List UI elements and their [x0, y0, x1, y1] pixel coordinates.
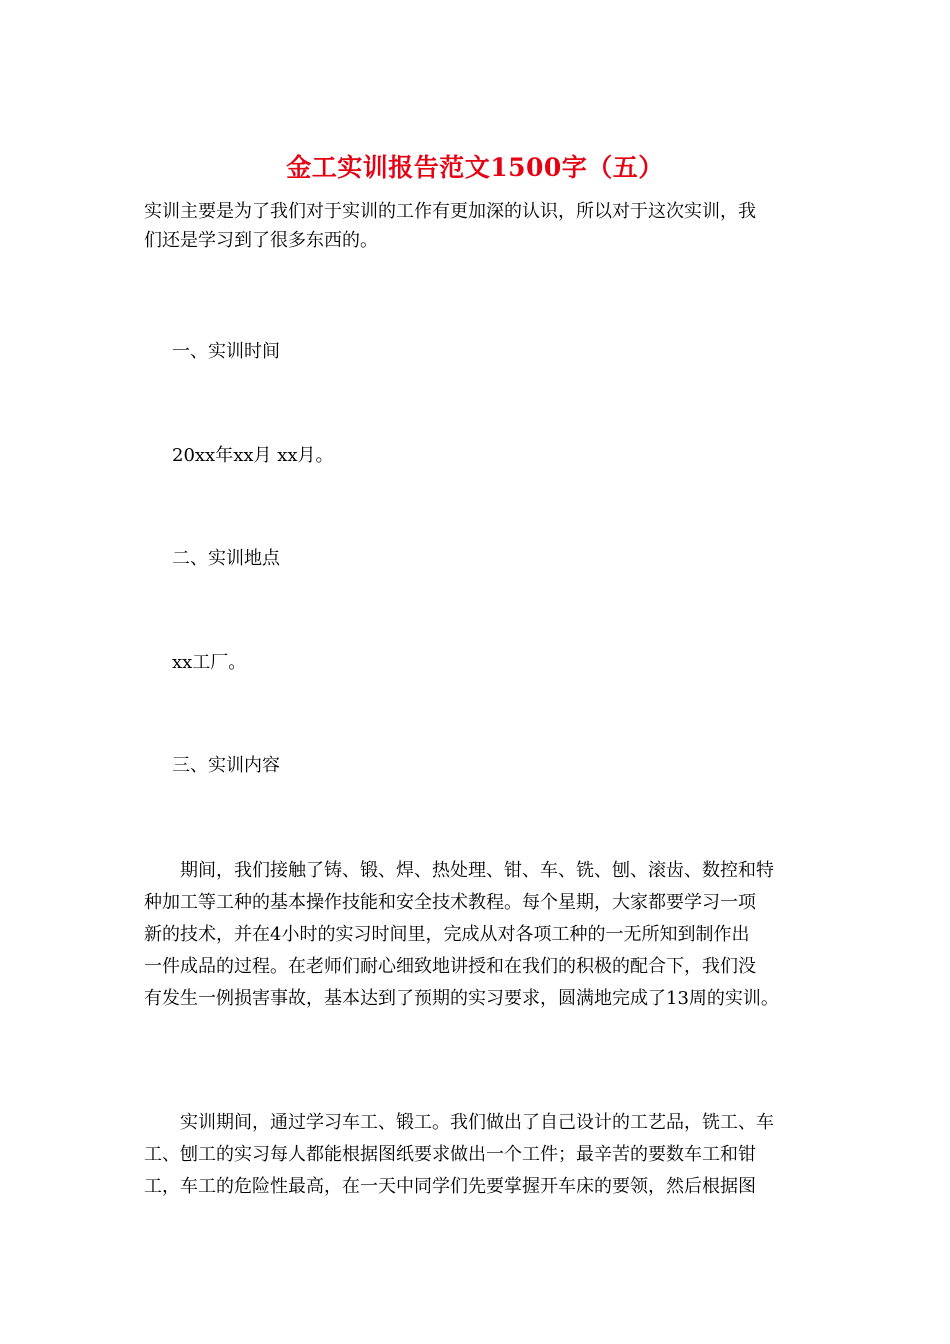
paragraph-line: 新的技术，并在4小时的实习时间里，完成从对各项工种的一无所知到制作出: [144, 924, 750, 945]
document-title: 金工实训报告范文1500字（五）: [286, 153, 664, 182]
section-body-location: xx工厂。: [172, 652, 247, 673]
paragraph-line: 实训主要是为了我们对于实训的工作有更加深的认识，所以对于这次实训，我: [144, 201, 756, 222]
section-heading-content: 三、实训内容: [172, 755, 280, 776]
paragraph-line: 期间，我们接触了铸、锻、焊、热处理、钳、车、铣、刨、滚齿、数控和特: [144, 860, 774, 881]
section-heading-time: 一、实训时间: [172, 341, 280, 362]
paragraph-line: 一件成品的过程。在老师们耐心细致地讲授和在我们的积极的配合下，我们没: [144, 956, 756, 977]
paragraph-line: 有发生一例损害事故，基本达到了预期的实习要求，圆满地完成了13周的实训。: [144, 988, 779, 1009]
content-paragraph-2: [144, 1107, 824, 1203]
section-heading-location: 二、实训地点: [172, 548, 280, 569]
paragraph-line: 工、刨工的实习每人都能根据图纸要求做出一个工件；最辛苦的要数车工和钳: [144, 1144, 756, 1165]
section-body-time: 20xx年xx月 xx月。: [172, 445, 334, 466]
content-paragraph-1: [144, 855, 824, 1015]
paragraph-line: 们还是学习到了很多东西的。: [144, 230, 378, 251]
intro-paragraph: [144, 197, 824, 255]
paragraph-line: 工，车工的危险性最高，在一天中同学们先要掌握开车床的要领，然后根据图: [144, 1176, 756, 1197]
paragraph-line: 实训期间，通过学习车工、锻工。我们做出了自己设计的工艺品，铣工、车: [144, 1112, 774, 1133]
paragraph-line: 种加工等工种的基本操作技能和安全技术教程。每个星期，大家都要学习一项: [144, 892, 756, 913]
